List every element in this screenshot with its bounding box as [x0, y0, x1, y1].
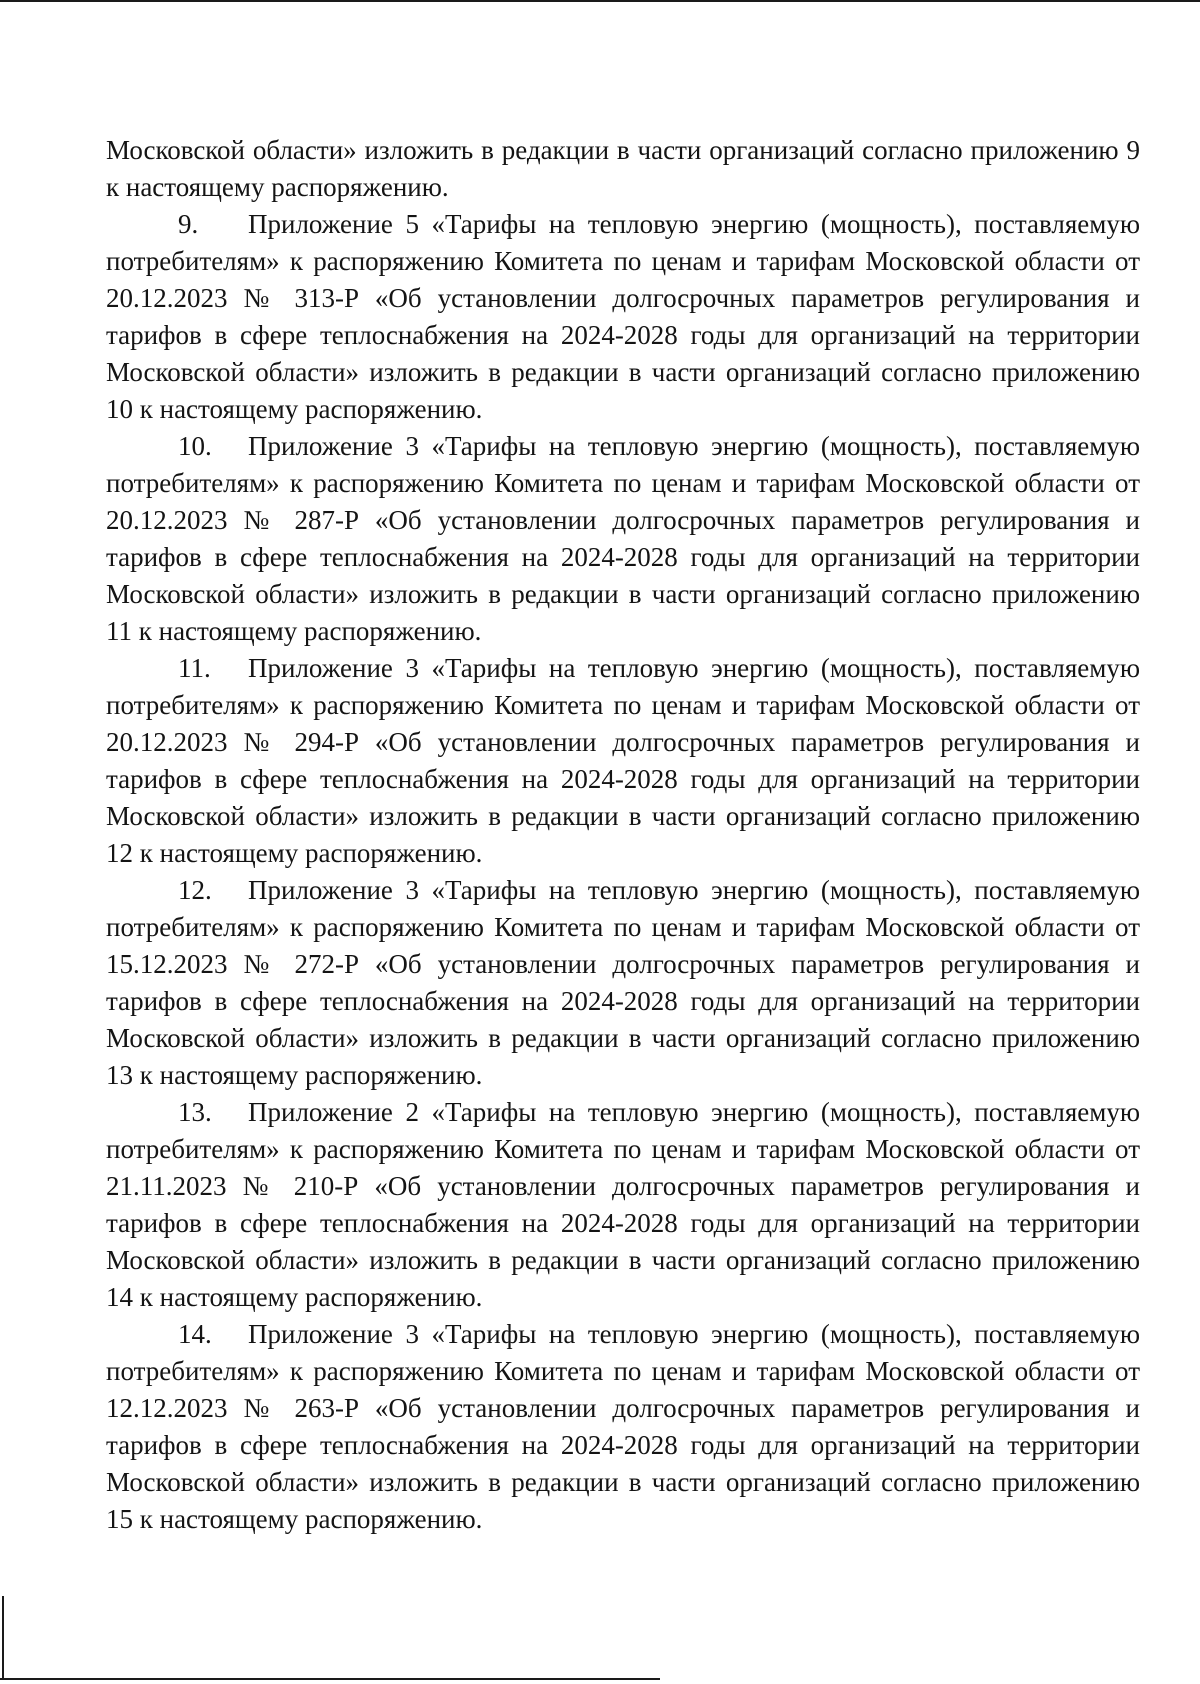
item-12-paragraph	[106, 872, 1140, 1094]
item-13-paragraph	[106, 1094, 1140, 1316]
item-10-paragraph	[106, 428, 1140, 650]
item-text: Приложение 3 «Тарифы на тепловую энергию (мощность), поставляемую потребителям» к распоряжению Комитета по ценам и тарифам Московской области от 20.12.2023 № 287-Р «Об установлении долгосрочных параметров регулирования и тарифов в сфере теплоснабжения на 2024-2028 годы для организаций на территории Московской области» изложить в редакции в части организаций согласно приложению 11 к настоящему распоряжению.	[106, 431, 1140, 646]
item-number: 14.	[178, 1319, 212, 1349]
item-11-paragraph	[106, 650, 1140, 872]
document-body	[106, 132, 1140, 1538]
item-text: Приложение 5 «Тарифы на тепловую энергию (мощность), поставляемую потребителям» к распоряжению Комитета по ценам и тарифам Московской области от 20.12.2023 № 313-Р «Об установлении долгосрочных параметров регулирования и тарифов в сфере теплоснабжения на 2024-2028 годы для организаций на территории Московской области» изложить в редакции в части организаций согласно приложению 10 к настоящему распоряжению.	[106, 209, 1140, 424]
item-text: Приложение 3 «Тарифы на тепловую энергию (мощность), поставляемую потребителям» к распоряжению Комитета по ценам и тарифам Московской области от 20.12.2023 № 294-Р «Об установлении долгосрочных параметров регулирования и тарифов в сфере теплоснабжения на 2024-2028 годы для организаций на территории Московской области» изложить в редакции в части организаций согласно приложению 12 к настоящему распоряжению.	[106, 653, 1140, 868]
item-number: 11.	[178, 653, 211, 683]
item-number: 10.	[178, 431, 212, 461]
continuation-paragraph: Московской области» изложить в редакции в части организаций согласно приложению 9 к настоящему распоряжению.	[106, 135, 1140, 202]
scan-top-edge	[0, 0, 1200, 2]
scan-left-edge-mark	[2, 1596, 4, 1680]
item-14-paragraph	[106, 1316, 1140, 1538]
item-text: Приложение 3 «Тарифы на тепловую энергию (мощность), поставляемую потребителям» к распоряжению Комитета по ценам и тарифам Московской области от 15.12.2023 № 272-Р «Об установлении долгосрочных параметров регулирования и тарифов в сфере теплоснабжения на 2024-2028 годы для организаций на территории Московской области» изложить в редакции в части организаций согласно приложению 13 к настоящему распоряжению.	[106, 875, 1140, 1090]
item-text: Приложение 2 «Тарифы на тепловую энергию (мощность), поставляемую потребителям» к распоряжению Комитета по ценам и тарифам Московской области от 21.11.2023 № 210-Р «Об установлении долгосрочных параметров регулирования и тарифов в сфере теплоснабжения на 2024-2028 годы для организаций на территории Московской области» изложить в редакции в части организаций согласно приложению 14 к настоящему распоряжению.	[106, 1097, 1140, 1312]
item-number: 13.	[178, 1097, 212, 1127]
item-number: 9.	[178, 209, 199, 239]
item-text: Приложение 3 «Тарифы на тепловую энергию (мощность), поставляемую потребителям» к распоряжению Комитета по ценам и тарифам Московской области от 12.12.2023 № 263-Р «Об установлении долгосрочных параметров регулирования и тарифов в сфере теплоснабжения на 2024-2028 годы для организаций на территории Московской области» изложить в редакции в части организаций согласно приложению 15 к настоящему распоряжению.	[106, 1319, 1140, 1534]
item-number: 12.	[178, 875, 212, 905]
item-9-paragraph	[106, 206, 1140, 428]
scan-bottom-edge	[0, 1678, 660, 1680]
